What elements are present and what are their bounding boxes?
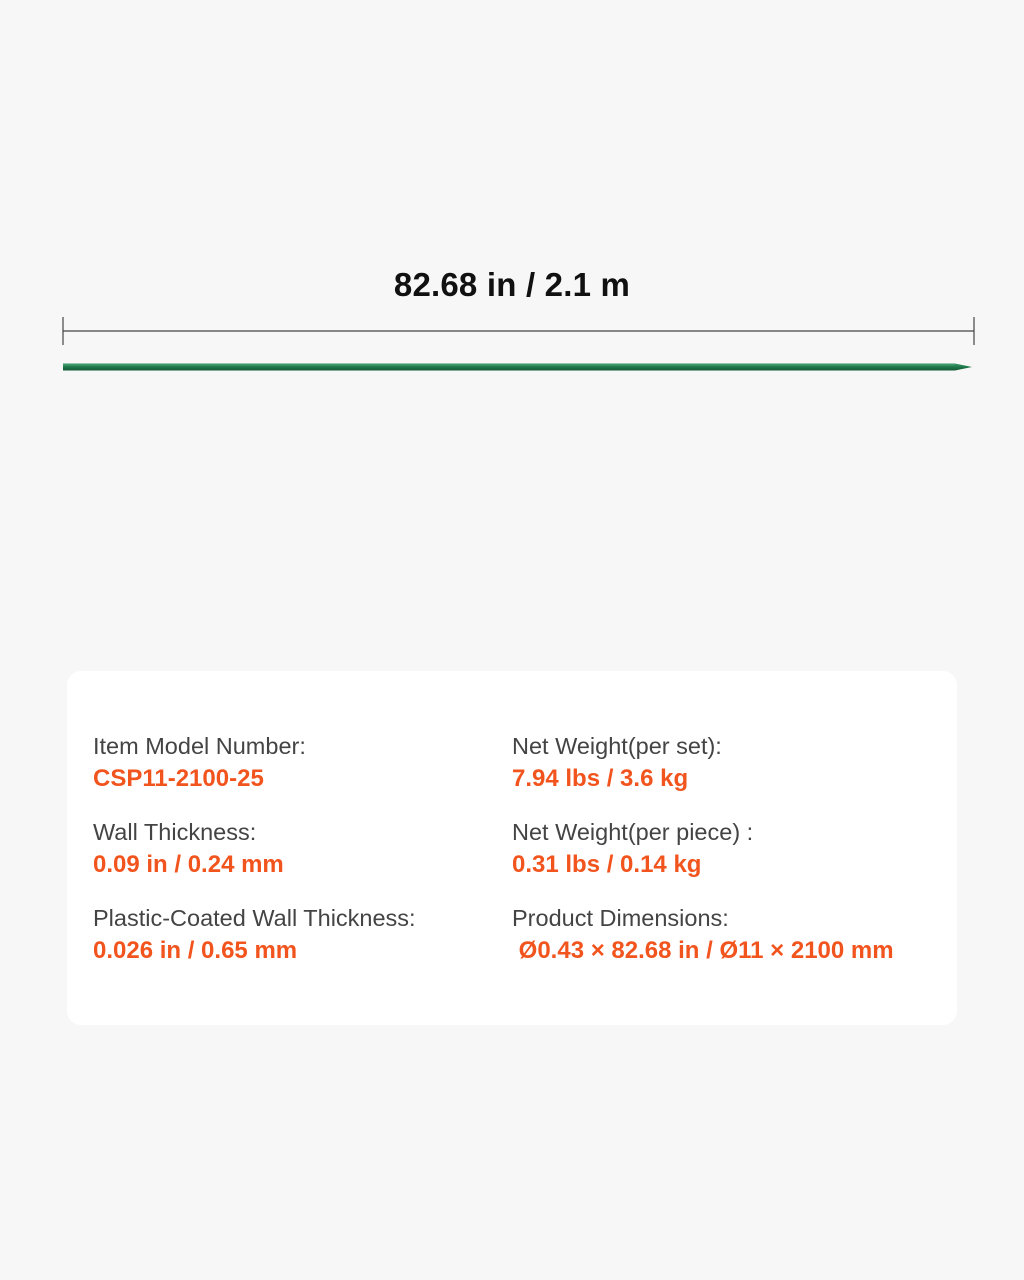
spec-item-wall-thickness <box>93 817 493 903</box>
spec-label: Net Weight(per piece) : <box>512 819 754 845</box>
spec-label: Wall Thickness: <box>93 819 257 845</box>
dimension-line <box>0 310 1024 350</box>
spec-column-right <box>512 731 952 989</box>
spec-label: Product Dimensions: <box>512 905 729 931</box>
spec-item-net-weight-piece <box>512 817 952 903</box>
garden-stake-image <box>0 352 1024 382</box>
spec-value: Ø0.43 × 82.68 in / Ø11 × 2100 mm <box>512 937 894 964</box>
spec-value: 0.026 in / 0.65 mm <box>93 937 298 964</box>
spec-label: Plastic-Coated Wall Thickness: <box>93 905 416 931</box>
spec-item-coated-wall-thickness <box>93 903 493 989</box>
spec-column-left <box>93 731 493 989</box>
spec-item-product-dimensions <box>512 903 952 989</box>
spec-label: Item Model Number: <box>93 733 306 759</box>
spec-value: 0.09 in / 0.24 mm <box>93 851 284 878</box>
spec-item-net-weight-set <box>512 731 952 817</box>
dimension-label: 82.68 in / 2.1 m <box>393 266 631 303</box>
spec-value: 7.94 lbs / 3.6 kg <box>512 765 689 792</box>
spec-card <box>67 671 957 1025</box>
spec-value: CSP11-2100-25 <box>93 765 264 792</box>
spec-label: Net Weight(per set): <box>512 733 722 759</box>
spec-value: 0.31 lbs / 0.14 kg <box>512 851 702 878</box>
spec-item-model-number <box>93 731 493 817</box>
